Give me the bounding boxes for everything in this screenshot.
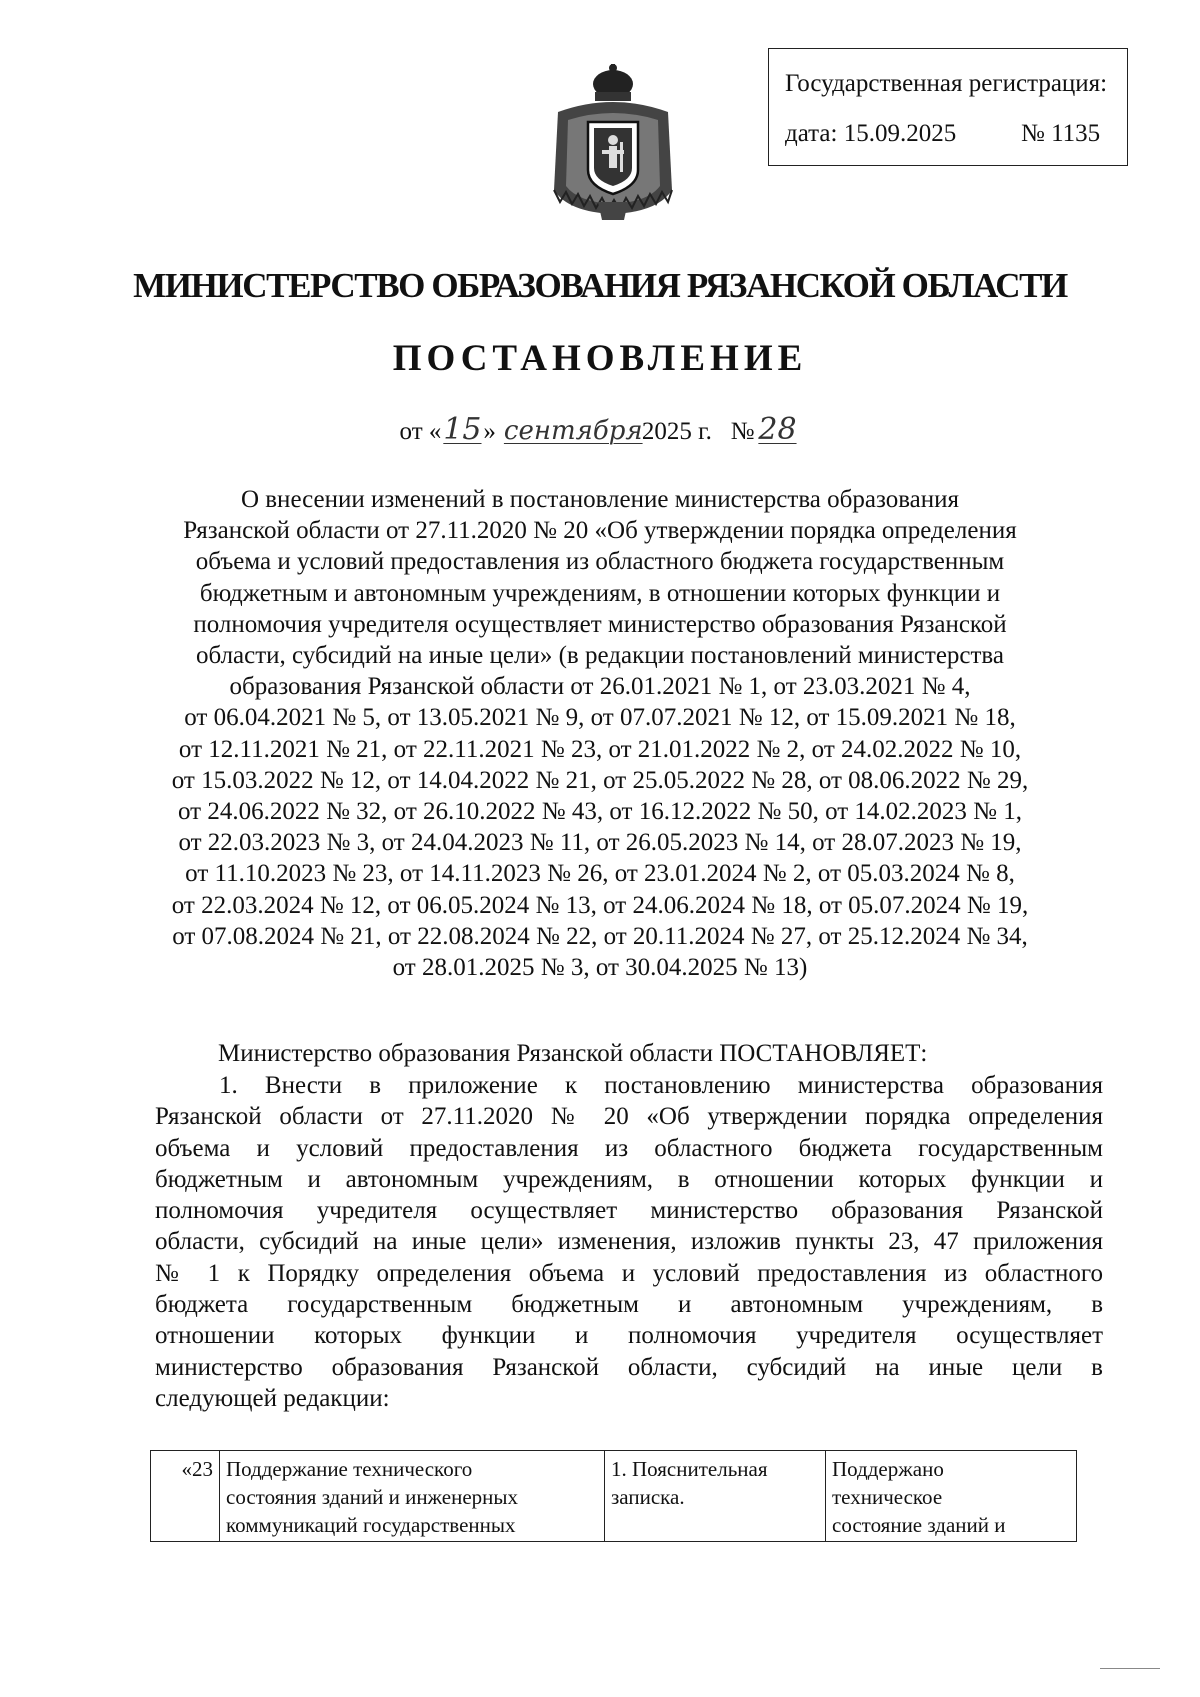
registration-number: № 1135	[1021, 120, 1101, 147]
subject-line: от 22.03.2024 № 12, от 06.05.2024 № 13, от 24.06.2024 № 18, от 05.07.2024 № 19,	[171, 891, 1029, 919]
date-line	[0, 412, 1200, 447]
subject-line: от 24.06.2022 № 32, от 26.10.2022 № 43, от 16.12.2022 № 50, от 14.02.2023 № 1,	[177, 798, 1023, 826]
table-cell-result	[826, 1451, 1077, 1542]
registration-stamp	[768, 48, 1128, 166]
subject-line: от 28.01.2025 № 3, от 30.04.2025 № 13)	[392, 954, 808, 982]
amendment-table	[150, 1450, 1077, 1542]
table-cell-purpose	[220, 1451, 605, 1542]
body-line: следующей редакции:	[155, 1384, 390, 1412]
subject-line: от 07.08.2024 № 21, от 22.08.2024 № 22, от 20.11.2024 № 27, от 25.12.2024 № 34,	[172, 922, 1028, 950]
coat-of-arms-icon	[548, 62, 678, 224]
body-line: бюджета государственным бюджетным и автономным учреждениям, в	[155, 1291, 1103, 1319]
result-line: техническое	[832, 1485, 943, 1509]
body-line: министерство образования Рязанской области, субсидий на иные цели в	[155, 1353, 1103, 1381]
ministry-title: МИНИСТЕРСТВО ОБРАЗОВАНИЯ РЯЗАНСКОЙ ОБЛАСТИ	[133, 266, 1067, 305]
date-year: 2025 г.	[641, 418, 712, 445]
purpose-line: Поддержание технического	[226, 1457, 473, 1481]
table-row	[151, 1451, 1077, 1542]
subject-line: от 22.03.2023 № 3, от 24.04.2023 № 11, от 26.05.2023 № 14, от 28.07.2023 № 19,	[178, 829, 1022, 857]
subject-line: области, субсидий на иные цели» (в редакции постановлений министерства	[195, 642, 1005, 670]
date-quote-close: »	[483, 418, 496, 445]
result-line: состояние зданий и	[832, 1513, 1006, 1537]
body-line: Рязанской области от 27.11.2020 № 20 «Об утверждении порядка определения	[155, 1103, 1103, 1131]
table-cell-number	[151, 1451, 220, 1542]
handwritten-number: 28	[758, 412, 797, 447]
subject-line: О внесении изменений в постановление министерства образования	[240, 486, 960, 513]
body-line: 1. Внести в приложение к постановлению министерства образования	[219, 1072, 1103, 1099]
handwritten-day: 15	[443, 412, 482, 447]
subject-line: Рязанской области от 27.11.2020 № 20 «Об утверждении порядка определения	[183, 517, 1017, 545]
result-line: Поддержано	[832, 1457, 944, 1481]
purpose-line: коммуникаций государственных	[226, 1513, 516, 1537]
scan-artifact-line	[1100, 1668, 1160, 1669]
document-type: ПОСТАНОВЛЕНИЕ	[392, 338, 808, 379]
body-line: бюджетным и автономным учреждениям, в отношении которых функции и	[155, 1165, 1103, 1193]
subject-line: объема и условий предоставления из областного бюджета государственным	[195, 548, 1005, 576]
body-paragraph	[155, 1070, 1103, 1414]
subject-line: от 15.03.2022 № 12, от 14.04.2022 № 21, от 25.05.2022 № 28, от 08.06.2022 № 29,	[171, 766, 1029, 794]
handwritten-month: сентября	[503, 416, 643, 446]
subject-line: бюджетным и автономным учреждениям, в отношении которых функции и	[199, 579, 1001, 607]
subject-line: от 12.11.2021 № 21, от 22.11.2021 № 23, от 21.01.2022 № 2, от 24.02.2022 № 10,	[178, 735, 1022, 763]
documents-line: записка.	[611, 1485, 685, 1509]
purpose-line: состояния зданий и инженерных	[226, 1485, 519, 1509]
resolution-subject	[140, 484, 1060, 983]
body-line: отношении которых функции и полномочия учредителя осуществляет	[155, 1322, 1103, 1350]
body-line: объема и условий предоставления из областного бюджета государственным	[155, 1134, 1103, 1162]
subject-line: образования Рязанской области от 26.01.2021 № 1, от 23.03.2021 № 4,	[229, 673, 971, 701]
subject-line: от 11.10.2023 № 23, от 14.11.2023 № 26, от 23.01.2024 № 2, от 05.03.2024 № 8,	[185, 860, 1015, 888]
documents-line: 1. Пояснительная	[611, 1457, 768, 1481]
body-line: № 1 к Порядку определения объема и условий предоставления из областного	[155, 1259, 1103, 1287]
decree-line: Министерство образования Рязанской области ПОСТАНОВЛЯЕТ:	[218, 1040, 928, 1067]
subject-line: от 06.04.2021 № 5, от 13.05.2021 № 9, от 07.07.2021 № 12, от 15.09.2021 № 18,	[184, 704, 1016, 732]
number-prefix: №	[730, 418, 755, 445]
row-number: «23	[181, 1457, 213, 1481]
table-cell-documents	[605, 1451, 826, 1542]
date-prefix: от «	[399, 418, 442, 445]
body-line: области, субсидий на иные цели» изменения, изложив пункты 23, 47 приложения	[155, 1228, 1103, 1256]
subject-line: полномочия учредителя осуществляет министерство образования Рязанской	[193, 610, 1007, 638]
body-line: полномочия учредителя осуществляет министерство образования Рязанской	[155, 1197, 1103, 1225]
registration-date: дата: 15.09.2025	[785, 120, 957, 147]
registration-title: Государственная регистрация:	[785, 70, 1108, 97]
